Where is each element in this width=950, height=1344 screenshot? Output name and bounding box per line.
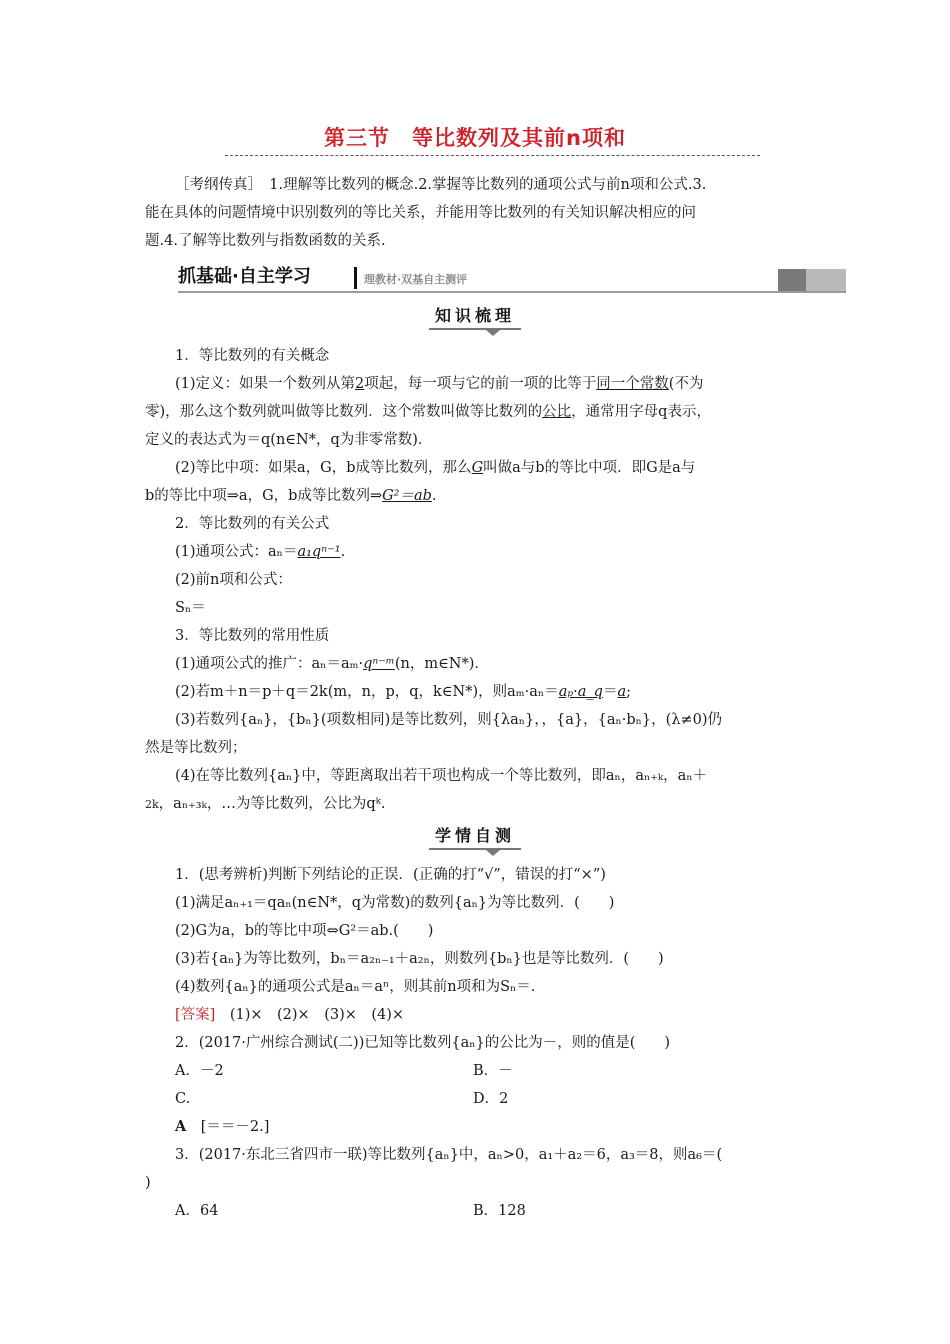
section-self-test-marker bbox=[486, 850, 500, 856]
quiz-q3-cont: ) bbox=[145, 1175, 151, 1191]
section-self-test bbox=[0, 823, 950, 850]
quiz-q2-option-c: C. bbox=[175, 1091, 191, 1107]
quiz-q1: 1．(思考辨析)判断下列结论的正误．(正确的打“√”，错误的打“×”) bbox=[175, 867, 606, 883]
prop1-text-c: (n，m∈N*)． bbox=[394, 656, 489, 672]
banner-decor-light bbox=[806, 269, 846, 291]
title-divider bbox=[225, 155, 760, 156]
quiz-q1-2: (2)G为a，b的等比中项⇔G²＝ab.( ) bbox=[175, 923, 434, 939]
quiz-q2-option-d: D．2 bbox=[473, 1091, 509, 1107]
mean1-text-a: (2)等比中项：如果a，G，b成等比数列，那么 bbox=[175, 460, 472, 476]
def2-text-c: ，通常用字母q表示， bbox=[571, 404, 711, 420]
section-knowledge bbox=[0, 303, 950, 330]
def-blank-2: 2 bbox=[355, 376, 365, 392]
q2-answer-text: [＝＝－2.] bbox=[186, 1119, 270, 1135]
knowledge-h1: 1．等比数列的有关概念 bbox=[175, 348, 330, 364]
answer-text: (1)× (2)× (3)× (4)× bbox=[215, 1007, 405, 1023]
def2-text-a: 零)，那么这个数列就叫做等比数列．这个常数叫做等比数列的 bbox=[145, 404, 543, 420]
quiz-q3-option-b: B．128 bbox=[473, 1203, 526, 1219]
knowledge-property-4b bbox=[145, 794, 386, 815]
banner-decor-dark bbox=[778, 269, 806, 291]
prop1-blank: qⁿ⁻ᵐ bbox=[363, 656, 395, 672]
formula1-text-a: (1)通项公式：aₙ＝ bbox=[175, 544, 298, 560]
quiz-q2-answer bbox=[175, 1117, 269, 1137]
mean1-text-b: 叫做a与b的等比中项．即G是a与 bbox=[483, 460, 696, 476]
prop2-blank-2: a bbox=[617, 684, 627, 700]
prop4-text: ，aₙ₊₃ₖ，…为等比数列，公比为qᵏ. bbox=[158, 796, 386, 812]
knowledge-definition-1 bbox=[175, 374, 703, 394]
prop2-blank-1: aₚ·a_q bbox=[558, 684, 603, 700]
banner-subtitle: 理教材·双基自主测评 bbox=[364, 273, 468, 286]
knowledge-mean-1 bbox=[175, 458, 695, 478]
prop2-text-e: ; bbox=[626, 684, 631, 700]
knowledge-formula-2: (2)前n项和公式： bbox=[175, 572, 292, 588]
quiz-q2: 2．(2017·广州综合测试(二))已知等比数列{aₙ}的公比为－，则的值是( ) bbox=[175, 1035, 671, 1051]
syllabus-line-2: 能在具体的问题情境中识别数列的等比关系，并能用等比数列的有关知识解决相应的问 bbox=[145, 205, 696, 221]
mean2-blank-formula: G²＝ab bbox=[382, 488, 432, 504]
section-self-test-label: 学情自测 bbox=[429, 823, 521, 850]
quiz-q2-option-b: B．－ bbox=[473, 1063, 513, 1079]
page-title: 第三节 等比数列及其前n项和 bbox=[324, 126, 626, 150]
quiz-q3: 3．(2017·东北三省四市一联)等比数列{aₙ}中，aₙ>0，a₁＋a₂＝6，a₃＝8，则a₆＝( bbox=[175, 1147, 723, 1163]
q2-answer-letter: A bbox=[175, 1118, 187, 1135]
knowledge-h2: 2．等比数列的有关公式 bbox=[175, 516, 330, 532]
section-knowledge-label: 知识梳理 bbox=[429, 303, 521, 330]
prop1-text-a: (1)通项公式的推广：aₙ＝aₘ· bbox=[175, 656, 364, 672]
knowledge-property-3b: 然是等比数列； bbox=[145, 740, 247, 756]
def-text-d: (不为 bbox=[668, 376, 704, 392]
def-text-b: 项起，每一项与它的前一项的比等于 bbox=[364, 376, 597, 392]
banner-rule bbox=[178, 291, 846, 293]
def-text-a: (1)定义：如果一个数列从第 bbox=[175, 376, 356, 392]
knowledge-h3: 3．等比数列的常用性质 bbox=[175, 628, 330, 644]
def-blank-constant: 同一个常数 bbox=[596, 376, 669, 392]
quiz-q1-answer bbox=[175, 1005, 404, 1025]
mean1-blank-g: G bbox=[471, 460, 484, 476]
syllabus-line-1: ［考纲传真］ 1.理解等比数列的概念.2.掌握等比数列的通项公式与前n项和公式.3. bbox=[175, 177, 707, 193]
banner-separator bbox=[354, 267, 357, 289]
knowledge-property-2 bbox=[175, 682, 631, 702]
knowledge-property-3a: (3)若数列{aₙ}，{bₙ}(项数相同)是等比数列，则{λaₙ}，，{a}，{aₙ·bₙ}，(λ≠0)仍 bbox=[175, 712, 723, 728]
mean2-text-a: b的等比中项⇒a，G，b成等比数列⇒ bbox=[145, 488, 383, 504]
prop4-subscript: 2k bbox=[145, 798, 159, 811]
knowledge-property-4a: (4)在等比数列{aₙ}中，等距离取出若干项也构成一个等比数列，即aₙ，aₙ₊ₖ，aₙ＋ bbox=[175, 768, 708, 784]
formula1-text-c: . bbox=[340, 544, 346, 560]
quiz-q1-4: (4)数列{aₙ}的通项公式是aₙ＝aⁿ，则其前n项和为Sₙ＝. bbox=[175, 979, 536, 995]
knowledge-property-1 bbox=[175, 654, 489, 674]
knowledge-mean-2 bbox=[145, 486, 437, 506]
knowledge-formula-3: Sₙ＝ bbox=[175, 600, 206, 616]
quiz-q2-option-a: A．－2 bbox=[175, 1063, 224, 1079]
formula1-blank: a₁qⁿ⁻¹ bbox=[297, 544, 341, 560]
banner-title: 抓基础·自主学习 bbox=[178, 266, 311, 287]
def2-blank-ratio: 公比 bbox=[542, 404, 572, 420]
syllabus-line-3: 题.4.了解等比数列与指数函数的关系. bbox=[145, 233, 386, 249]
quiz-q1-3: (3)若{aₙ}为等比数列，bₙ＝a₂ₙ₋₁＋a₂ₙ，则数列{bₙ}也是等比数列．( ) bbox=[175, 951, 664, 967]
knowledge-formula-1 bbox=[175, 542, 345, 562]
prop2-text-c: ＝ bbox=[602, 684, 618, 700]
section-knowledge-marker bbox=[486, 330, 500, 336]
knowledge-definition-2 bbox=[145, 402, 711, 422]
quiz-q1-1: (1)满足aₙ₊₁＝qaₙ(n∈N*，q为常数)的数列{aₙ}为等比数列．( ) bbox=[175, 895, 615, 911]
section-banner bbox=[178, 265, 846, 293]
quiz-q3-option-a: A．64 bbox=[175, 1203, 219, 1219]
answer-label: [答案] bbox=[175, 1007, 216, 1023]
prop2-text-a: (2)若m＋n＝p＋q＝2k(m，n，p，q，k∈N*)，则aₘ·aₙ＝ bbox=[175, 684, 559, 700]
mean2-text-c: . bbox=[431, 488, 437, 504]
knowledge-definition-3: 定义的表达式为＝q(n∈N*，q为非零常数)． bbox=[145, 432, 433, 448]
